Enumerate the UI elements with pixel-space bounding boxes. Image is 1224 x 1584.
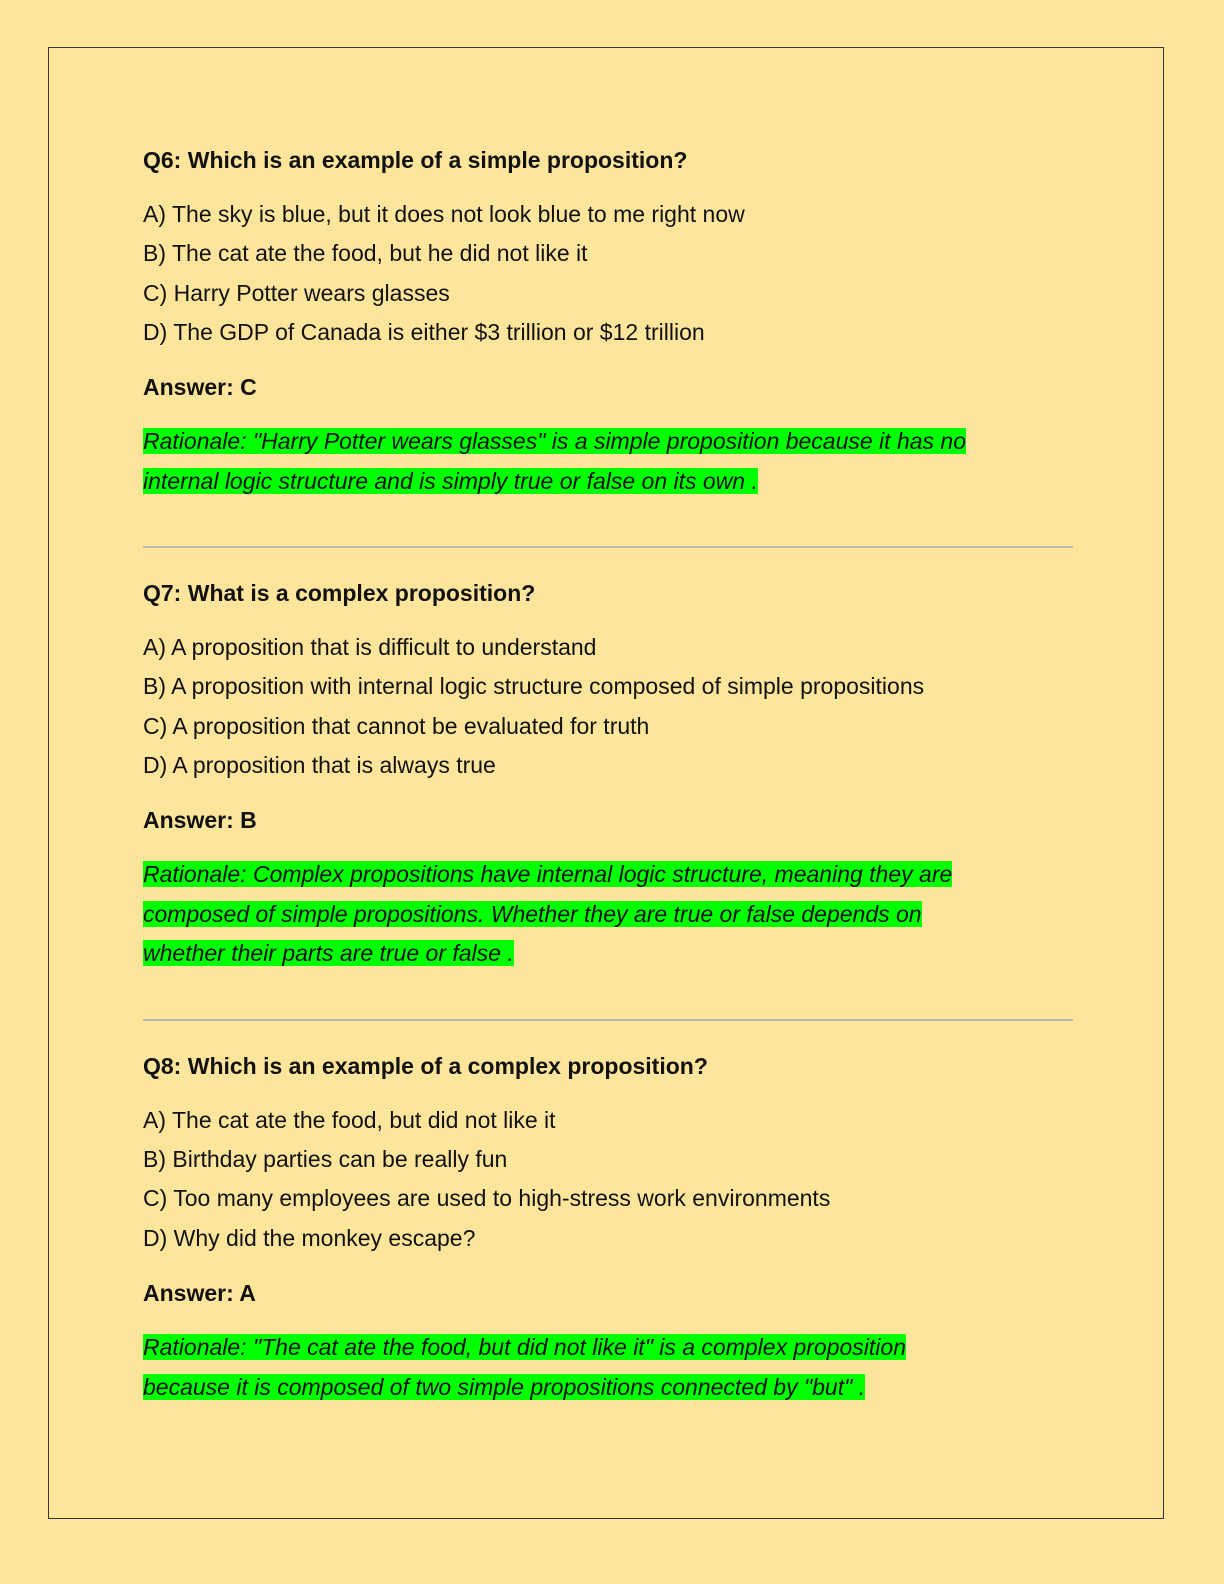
rationale-text bbox=[143, 855, 1073, 974]
options-list bbox=[143, 628, 1073, 785]
answer-label: Answer: B bbox=[143, 807, 257, 834]
option-b: B) A proposition with internal logic structure composed of simple propositions bbox=[143, 673, 925, 700]
rationale-line: whether their parts are true or false . bbox=[143, 940, 514, 967]
rationale-line: Rationale: "Harry Potter wears glasses" is a simple proposition because it has no bbox=[143, 428, 967, 455]
question-q8 bbox=[143, 1046, 1073, 1407]
rationale-text bbox=[143, 422, 1073, 501]
option-a: A) The sky is blue, but it does not look blue to me right now bbox=[143, 201, 745, 227]
question-q6 bbox=[143, 140, 1073, 501]
answer-label: Answer: C bbox=[143, 374, 257, 401]
quiz-content bbox=[143, 140, 1073, 1407]
question-title: Q6: Which is an example of a simple proposition? bbox=[143, 147, 688, 173]
options-list bbox=[143, 195, 1073, 352]
option-b: B) The cat ate the food, but he did not like it bbox=[143, 240, 588, 267]
answer-label: Answer: A bbox=[143, 1280, 256, 1307]
question-title: Q7: What is a complex proposition? bbox=[143, 580, 536, 607]
option-c: C) Too many employees are used to high-stress work environments bbox=[143, 1185, 831, 1212]
option-d: D) Why did the monkey escape? bbox=[143, 1224, 476, 1251]
option-c: C) A proposition that cannot be evaluated for truth bbox=[143, 712, 650, 739]
option-b: B) Birthday parties can be really fun bbox=[143, 1146, 508, 1173]
rationale-line: internal logic structure and is simply true or false on its own . bbox=[143, 467, 758, 494]
option-d: D) The GDP of Canada is either $3 trillion or $12 trillion bbox=[143, 318, 705, 345]
divider bbox=[143, 1019, 1073, 1021]
rationale-line: Rationale: "The cat ate the food, but did not like it" is a complex proposition bbox=[143, 1334, 906, 1361]
option-d: D) A proposition that is always true bbox=[143, 752, 496, 779]
question-title: Q8: Which is an example of a complex proposition? bbox=[143, 1052, 708, 1079]
option-c: C) Harry Potter wears glasses bbox=[143, 279, 450, 306]
option-a: A) The cat ate the food, but did not like it bbox=[143, 1106, 556, 1133]
question-q7 bbox=[143, 573, 1073, 974]
options-list bbox=[143, 1101, 1073, 1258]
rationale-line: Rationale: Complex propositions have internal logic structure, meaning they are bbox=[143, 861, 953, 888]
rationale-line: composed of simple propositions. Whether they are true or false depends on bbox=[143, 900, 922, 927]
rationale-text bbox=[143, 1328, 1073, 1407]
divider bbox=[143, 546, 1073, 548]
option-a: A) A proposition that is difficult to understand bbox=[143, 634, 597, 661]
rationale-line: because it is composed of two simple propositions connected by "but" . bbox=[143, 1373, 866, 1400]
